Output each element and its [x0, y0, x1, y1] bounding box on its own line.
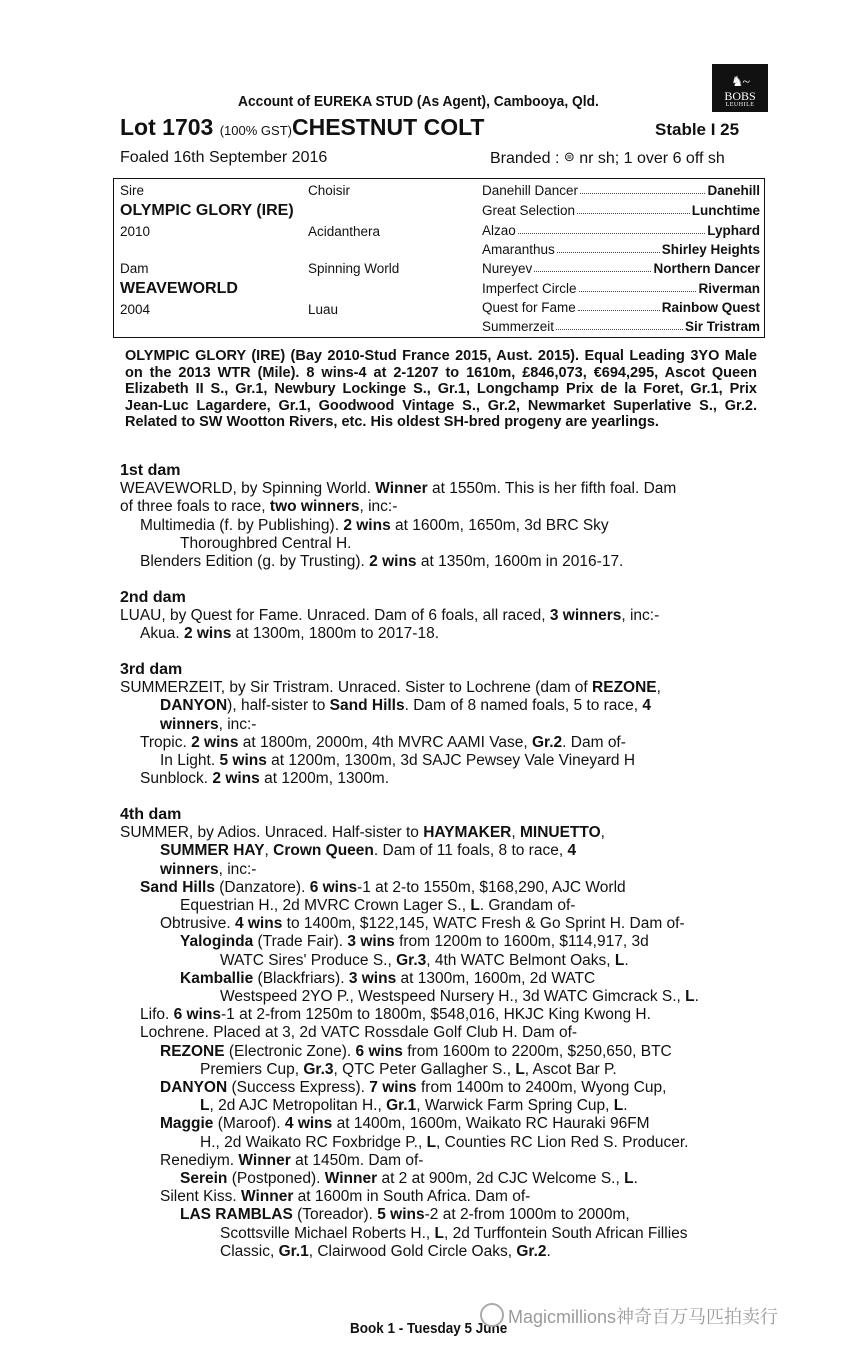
- dam-year: 2004: [120, 302, 151, 317]
- text-line: SUMMERZEIT, by Sir Tristram. Unraced. Sister to Lochrene (dam of REZONE,: [120, 679, 661, 697]
- text-line: Yaloginda (Trade Fair). 3 wins from 1200m to 1600m, $114,917, 3d: [180, 933, 649, 951]
- text-line: Obtrusive. 4 wins to 1400m, $122,145, WATC Fresh & Go Sprint H. Dam of-: [160, 915, 685, 933]
- dam-label: Dam: [120, 261, 149, 276]
- second-dam-section: [120, 589, 762, 644]
- section-heading: 3rd dam: [120, 661, 183, 678]
- text-line: L, 2d AJC Metropolitan H., Gr.1, Warwick Farm Spring Cup, L.: [200, 1097, 628, 1115]
- lot-number: Lot 1703: [120, 114, 214, 140]
- watermark-text: Magicmillions神奇百万马匹拍卖行: [508, 1307, 779, 1327]
- text-line: Sunblock. 2 wins at 1200m, 1300m.: [140, 770, 390, 788]
- dam-dam: Luau: [308, 302, 339, 317]
- sire-year: 2010: [120, 224, 151, 239]
- logo-subtext: LEUHILE: [725, 102, 755, 108]
- ancestor-row: Quest for Fame Rainbow Quest: [482, 300, 760, 315]
- ancestor-row: Nureyev Northern Dancer: [482, 261, 760, 276]
- text-line: WEAVEWORLD, by Spinning World. Winner at 1550m. This is her fifth foal. Dam: [120, 480, 677, 498]
- text-line: H., 2d Waikato RC Foxbridge P., L, Counties RC Lion Red S. Producer.: [200, 1133, 689, 1151]
- first-dam-section: [120, 462, 762, 571]
- text-line: SUMMER HAY, Crown Queen. Dam of 11 foals, 8 to race, 4: [160, 842, 577, 860]
- text-line: Multimedia (f. by Publishing). 2 wins at 1600m, 1650m, 3d BRC Sky: [140, 516, 609, 534]
- text-line: Classic, Gr.1, Clairwood Gold Circle Oaks, Gr.2.: [220, 1242, 551, 1260]
- page-footer: Book 1 - Tuesday 5 June: [350, 1320, 508, 1337]
- horse-description: CHESTNUT COLT: [291, 114, 485, 140]
- dam-sire: Spinning World: [308, 261, 400, 276]
- bobs-logo: [712, 64, 768, 112]
- ancestor-row: Great Selection Lunchtime: [482, 203, 760, 218]
- ancestor-row: Amaranthus Shirley Heights: [482, 242, 760, 257]
- branded-info: [490, 149, 725, 168]
- text-line: In Light. 5 wins at 1200m, 1300m, 3d SAJC Pewsey Vale Vineyard H: [160, 752, 636, 770]
- wechat-icon: [480, 1303, 504, 1327]
- text-line: Serein (Postponed). Winner at 2 at 900m, 2d CJC Welcome S., L.: [180, 1170, 638, 1188]
- third-dam-section: [120, 661, 762, 788]
- text-line: Renediym. Winner at 1450m. Dam of-: [160, 1151, 424, 1169]
- text-line: LAS RAMBLAS (Toreador). 5 wins-2 at 2-from 1000m to 2000m,: [180, 1206, 630, 1224]
- watermark: [480, 1303, 778, 1329]
- text-line: Blenders Edition (g. by Trusting). 2 wins at 1350m, 1600m in 2016-17.: [140, 553, 624, 571]
- branded-text: nr sh; 1 over 6 off sh: [579, 150, 725, 167]
- text-line: Kamballie (Blackfriars). 3 wins at 1300m, 1600m, 2d WATC: [180, 969, 596, 987]
- horse-icon: ♞~: [730, 75, 750, 90]
- stable-location: Stable I 25: [655, 120, 740, 139]
- text-line: REZONE (Electronic Zone). 6 wins from 1600m to 2200m, $250,650, BTC: [160, 1042, 672, 1060]
- sire-name: OLYMPIC GLORY (IRE): [120, 202, 294, 219]
- ancestor-row: Alzao Lyphard: [482, 223, 760, 238]
- lot-title: [120, 114, 484, 141]
- text-line: winners, inc:-: [160, 860, 257, 878]
- fourth-dam-section: [120, 806, 762, 1261]
- brand-mark-icon: ⊜: [563, 149, 575, 164]
- logo-text: BOBS: [724, 89, 756, 103]
- text-line: Premiers Cup, Gr.3, QTC Peter Gallagher S., L, Ascot Bar P.: [200, 1060, 617, 1078]
- text-line: Tropic. 2 wins at 1800m, 2000m, 4th MVRC AAMI Vase, Gr.2. Dam of-: [140, 733, 626, 751]
- section-heading: 2nd dam: [120, 589, 186, 606]
- text-line: LUAU, by Quest for Fame. Unraced. Dam of 6 foals, all raced, 3 winners, inc:-: [120, 607, 660, 625]
- text-line: WATC Sires' Produce S., Gr.3, 4th WATC Belmont Oaks, L.: [220, 951, 629, 969]
- gst-note: (100% GST): [219, 123, 292, 138]
- pedigree-table: [113, 178, 765, 338]
- section-heading: 1st dam: [120, 462, 181, 479]
- dam-name: WEAVEWORLD: [120, 280, 238, 297]
- text-line: Silent Kiss. Winner at 1600m in South Africa. Dam of-: [160, 1188, 531, 1206]
- ancestor-row: Danehill Dancer Danehill: [482, 183, 760, 198]
- sire-notes: OLYMPIC GLORY (IRE) (Bay 2010-Stud France 2015, Aust. 2015). Equal Leading 3YO Male on the 2013 WTR (Mile). 8 wins-4 at 2-1207 to 1610m, £846,073, €694,295, Ascot Queen Elizabeth II S., Gr.1, Newbury Lockinge S., Gr.1, Longchamp Prix de la Foret, Gr.1, Prix Jean-Luc Lagardere, Gr.1, Goodwood Vintage S., Gr.2, Newmarket Superlative S., Gr.2. Related to SW Wootton Rivers, etc. His oldest SH-bred progeny are yearlings.: [125, 348, 757, 430]
- sire-sire: Choisir: [308, 183, 351, 198]
- sire-label: Sire: [120, 183, 145, 198]
- ancestor-row: Summerzeit Sir Tristram: [482, 319, 760, 334]
- foaled-date: Foaled 16th September 2016: [120, 149, 328, 166]
- text-line: DANYON (Success Express). 7 wins from 1400m to 2400m, Wyong Cup,: [160, 1079, 667, 1097]
- account-line: Account of EUREKA STUD (As Agent), Cambooya, Qld.: [238, 93, 599, 110]
- text-line: SUMMER, by Adios. Unraced. Half-sister to HAYMAKER, MINUETTO,: [120, 824, 605, 842]
- text-line: Equestrian H., 2d MVRC Crown Lager S., L. Grandam of-: [180, 897, 576, 915]
- ancestor-row: Imperfect Circle Riverman: [482, 281, 760, 296]
- text-line: Lifo. 6 wins-1 at 2-from 1250m to 1800m, $548,016, HKJC King Kwong H.: [140, 1006, 651, 1024]
- text-line: Scottsville Michael Roberts H., L, 2d Turffontein South African Fillies: [220, 1224, 688, 1242]
- text-line: Westspeed 2YO P., Westspeed Nursery H., 3d WATC Gimcrack S., L.: [220, 988, 699, 1006]
- branded-label: Branded :: [490, 150, 560, 167]
- text-line: Lochrene. Placed at 3, 2d VATC Rossdale Golf Club H. Dam of-: [140, 1024, 578, 1042]
- text-line: Akua. 2 wins at 1300m, 1800m to 2017-18.: [140, 625, 440, 643]
- section-heading: 4th dam: [120, 806, 182, 823]
- text-line: Sand Hills (Danzatore). 6 wins-1 at 2-to 1550m, $168,290, AJC World: [140, 878, 626, 896]
- text-line: of three foals to race, two winners, inc:-: [120, 498, 398, 516]
- text-line: winners, inc:-: [160, 715, 257, 733]
- text-line: Maggie (Maroof). 4 wins at 1400m, 1600m, Waikato RC Hauraki 96FM: [160, 1115, 650, 1133]
- text-line: Thoroughbred Central H.: [180, 534, 352, 552]
- sire-dam: Acidanthera: [308, 224, 381, 239]
- text-line: DANYON), half-sister to Sand Hills. Dam of 8 named foals, 5 to race, 4: [160, 697, 652, 715]
